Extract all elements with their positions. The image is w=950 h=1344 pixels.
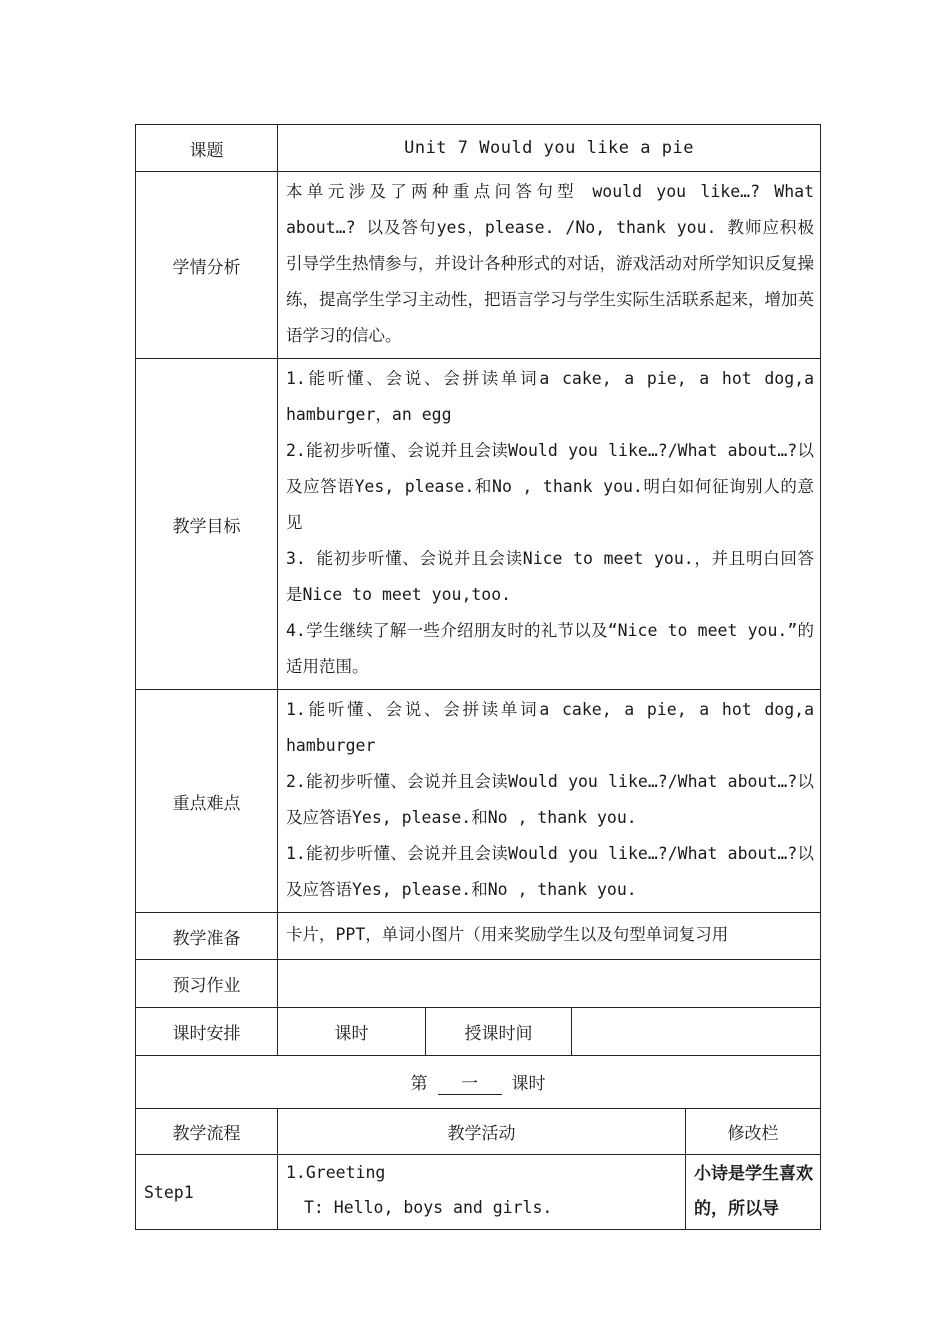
row-objectives <box>136 359 821 690</box>
lesson-plan-table <box>135 124 821 1230</box>
topic-value: Unit 7 Would you like a pie <box>278 125 821 172</box>
flow-col3-header: 修改栏 <box>686 1109 821 1155</box>
objectives-label: 教学目标 <box>136 359 278 690</box>
row-preparation <box>136 913 821 960</box>
topic-label: 课题 <box>136 125 278 172</box>
preparation-label: 教学准备 <box>136 913 278 960</box>
lesson-prefix: 第 <box>410 1074 428 1094</box>
step1-label: Step1 <box>136 1155 278 1230</box>
step1-line: T: Hello, boys and girls. <box>304 1198 553 1217</box>
row-flow-header <box>136 1109 821 1155</box>
row-topic <box>136 125 821 172</box>
analysis-text: 本单元涉及了两种重点问答句型 would you like…? What about…? 以及答句yes，please. /No, thank you. 教师应积极引导学生热情参与，并设计各种形式的对话，游戏活动对所学知识反复操练，提高学生学习主动性，把语言学习与学生实际生活联系起来，增加英语学习的信心。 <box>278 172 821 359</box>
preparation-value: 卡片，PPT，单词小图片（用来奖励学生以及句型单词复习用 <box>278 913 821 960</box>
lesson-number-value: 一 <box>438 1069 502 1095</box>
key-point-item: 1.能听懂、会说、会拼读单词a cake, a pie, a hot dog,a hamburger <box>286 700 815 755</box>
key-point-item: 2.能初步听懂、会说并且会读Would you like…?/What about…?以及应答语Yes, please.和No , thank you. <box>286 772 815 827</box>
row-lesson-number <box>136 1056 821 1109</box>
hours-label: 课时 <box>278 1008 426 1056</box>
row-key-points <box>136 690 821 913</box>
key-points-label: 重点难点 <box>136 690 278 913</box>
analysis-label: 学情分析 <box>136 172 278 359</box>
preview-value <box>278 960 821 1008</box>
preview-label: 预习作业 <box>136 960 278 1008</box>
flow-col2-header: 教学活动 <box>278 1109 686 1155</box>
objective-item: 1.能听懂、会说、会拼读单词a cake, a pie, a hot dog,a hamburger，an egg <box>286 369 815 424</box>
lesson-number <box>136 1056 821 1109</box>
time-value <box>572 1008 821 1056</box>
row-preview <box>136 960 821 1008</box>
objective-item: 4.学生继续了解一些介绍朋友时的礼节以及“Nice to meet you.”的适用范围。 <box>286 621 815 676</box>
key-points-list <box>278 690 821 913</box>
time-label: 授课时间 <box>426 1008 572 1056</box>
lesson-suffix: 课时 <box>511 1074 546 1094</box>
objective-item: 3. 能初步听懂、会说并且会读Nice to meet you.，并且明白回答是Nice to meet you,too. <box>286 549 815 604</box>
step1-activities <box>278 1155 686 1230</box>
key-point-item: 1.能初步听懂、会说并且会读Would you like…?/What about…?以及应答语Yes, please.和No , thank you. <box>286 844 815 899</box>
flow-col1-header: 教学流程 <box>136 1109 278 1155</box>
schedule-label: 课时安排 <box>136 1008 278 1056</box>
objective-item: 2.能初步听懂、会说并且会读Would you like…?/What about…?以及应答语Yes, please.和No , thank you.明白如何征询别人的意见 <box>286 441 815 532</box>
row-analysis <box>136 172 821 359</box>
objectives-list <box>278 359 821 690</box>
step1-note: 小诗是学生喜欢的，所以导 <box>686 1155 821 1230</box>
step1-line: 1.Greeting <box>286 1163 386 1182</box>
row-step1 <box>136 1155 821 1230</box>
row-schedule <box>136 1008 821 1056</box>
